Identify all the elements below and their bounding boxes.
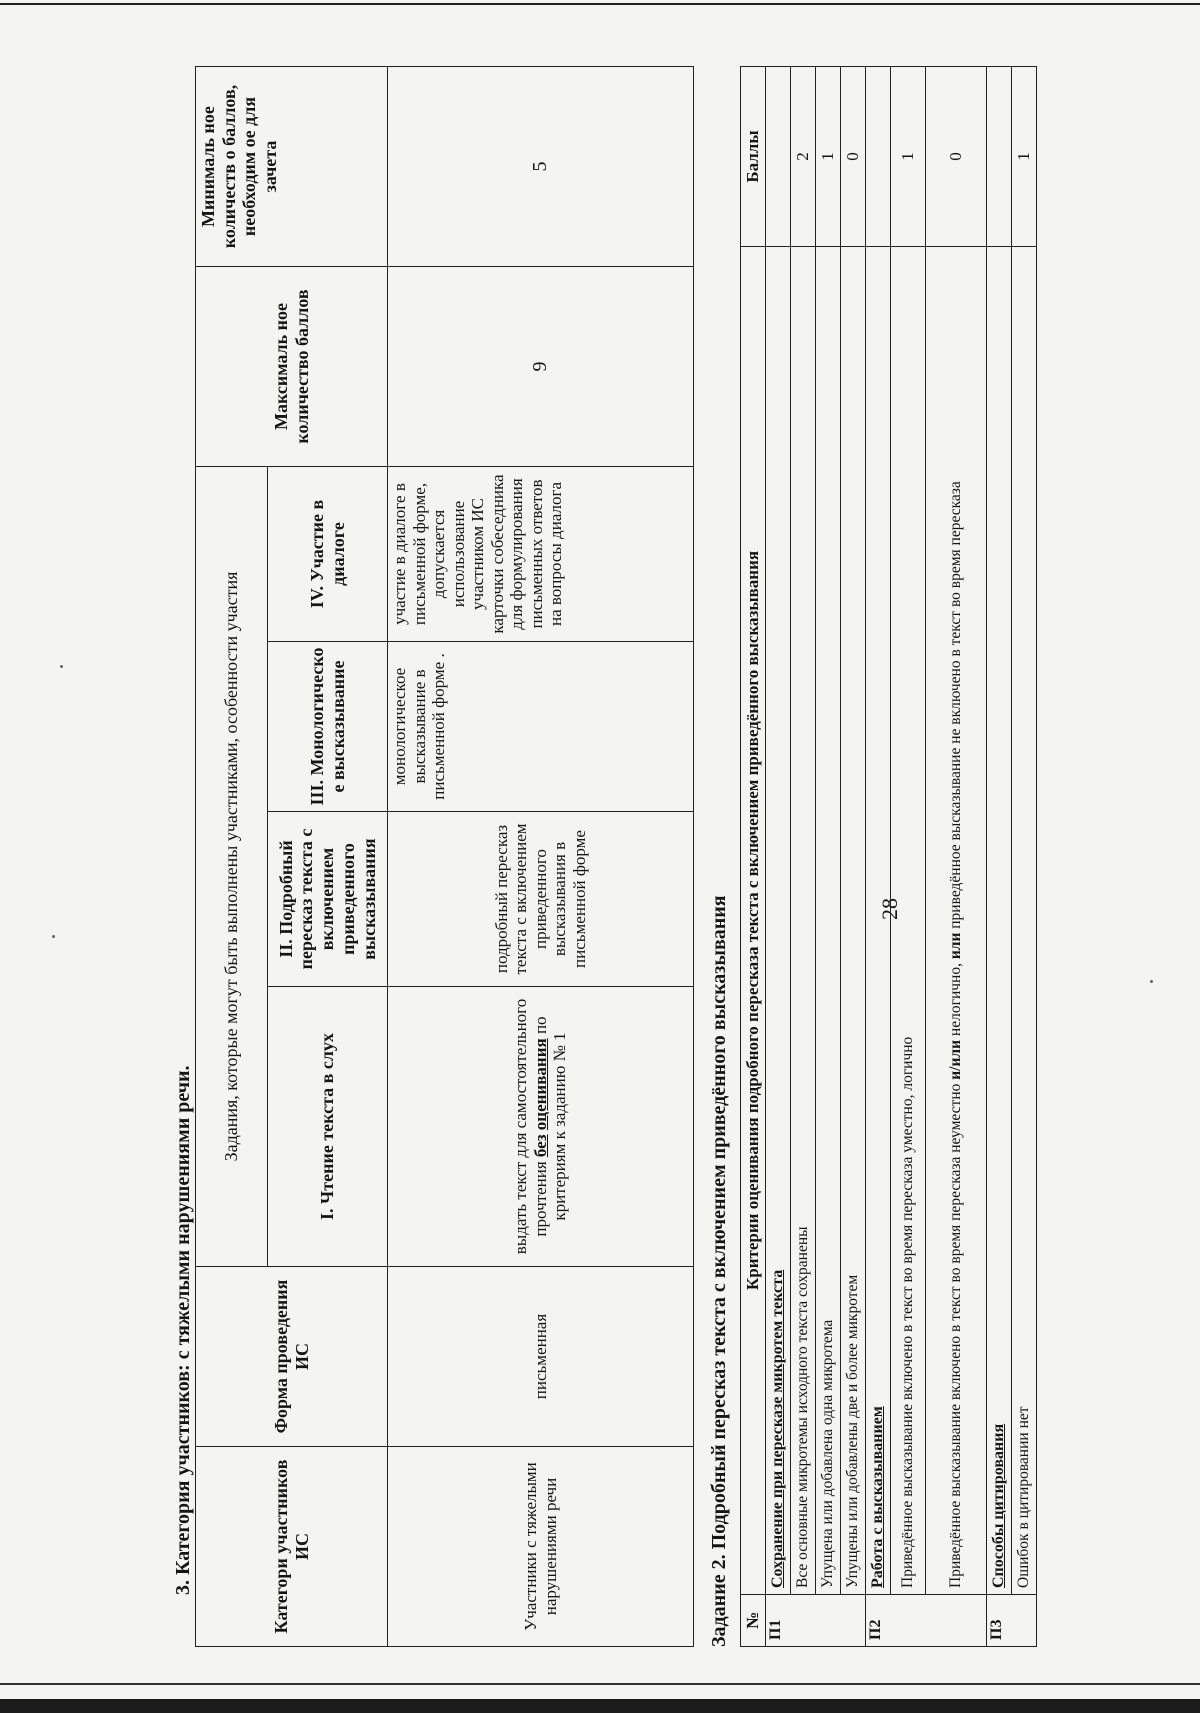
cell-task-1 [388, 987, 694, 1267]
section-heading: 3. Категория участников: с тяжелыми нарушениями речи. [172, 1065, 194, 1595]
criteria-header-num: № [741, 1595, 766, 1647]
scan-speck [1150, 980, 1153, 983]
criterion-num-p1: П1 [766, 1595, 866, 1647]
header-max-score: Максималь ное количество баллов [196, 267, 388, 467]
header-form: Форма проведения ИС [196, 1267, 388, 1447]
criterion-num-p3: П3 [987, 1595, 1037, 1647]
task-1-text-d: по критериям к заданию № 1 [530, 1016, 570, 1221]
scan-bottom-band [0, 1699, 1200, 1713]
header-task-2: II. Подробный пересказ текста с включением приведенного высказывания [268, 812, 388, 987]
criterion-item: Ошибок в цитировании нет [1012, 247, 1037, 1595]
criterion-text-b: нелогично, [947, 963, 965, 1037]
header-task-3: III. Монологическо е высказывание [268, 642, 388, 812]
criterion-text-c: приведённое высказывание не включено в текст во время пересказа [947, 481, 965, 929]
rotated-page [40, 65, 1070, 1665]
criterion-points: 1 [891, 67, 926, 247]
criterion-item: Приведённое высказывание включено в текст во время пересказа уместно, логично [891, 247, 926, 1595]
cell-min-score: 5 [388, 67, 694, 267]
page-number: 28 [877, 898, 902, 920]
criterion-points: 0 [926, 67, 987, 247]
header-tasks-group: Задания, которые могут быть выполнены участниками, особенности участия [196, 467, 268, 1267]
criteria-table [740, 66, 1037, 1647]
criterion-points: 1 [816, 67, 841, 247]
header-task-1: I. Чтение текста в слух [268, 987, 388, 1267]
scan-top-rule [0, 3, 1200, 5]
criterion-title-p3: Способы цитирования [987, 247, 1012, 1595]
category-table [195, 66, 694, 1647]
criterion-points: 1 [1012, 67, 1037, 247]
task-1-text-a: выдать текст для самостоятельного прочтения [511, 998, 550, 1255]
cell-max-score: 9 [388, 267, 694, 467]
task-heading: Задание 2. Подробный пересказ текста с включением приведённого высказывания [708, 895, 730, 1647]
criteria-header-points: Баллы [741, 67, 766, 247]
criterion-title-p2: Работа с высказыванием [866, 247, 891, 1595]
cell-form: письменная [388, 1267, 694, 1447]
criterion-item: Все основные микротемы исходного текста сохранены [791, 247, 816, 1595]
criteria-header-text: Критерии оценивания подробного пересказа текста с включением приведённого высказывания [741, 247, 766, 1595]
criterion-bold-or: или [947, 932, 965, 960]
header-task-4: IV. Участие в диалоге [268, 467, 388, 642]
criterion-item-multiline [926, 247, 987, 1595]
criterion-bold-andor: и/или [947, 1039, 965, 1080]
criterion-points: 2 [791, 67, 816, 247]
criterion-item: Упущена или добавлена одна микротема [816, 247, 841, 1595]
criterion-item: Упущены или добавлены две и более микротем [841, 247, 866, 1595]
cell-category: Участники с тяжелыми нарушениями речи [388, 1447, 694, 1647]
criterion-title-p1: Сохранение при пересказе микротем текста [766, 247, 791, 1595]
criterion-points: 0 [841, 67, 866, 247]
task-1-text-ocenivaniya: оценивания [530, 1038, 550, 1131]
cell-task-2: подробный пересказ текста с включением приведенного высказывания в письменной форме [388, 812, 694, 987]
criterion-text-a: Приведённое высказывание включено в текст во время пересказа неуместно [947, 1083, 965, 1588]
criterion-num-p2: П2 [866, 1595, 987, 1647]
task-1-text-bez: без [530, 1134, 550, 1158]
header-min-score: Минималь ное количеств о баллов, необходим ое для зачета [196, 67, 388, 267]
header-category: Категори участников ИС [196, 1447, 388, 1647]
cell-task-4: участие в диалоге в письменной форме, допускается использование участником ИС карточки собеседника для формулирования письменных ответов на вопросы диалога [388, 467, 694, 642]
scan-bottom-rule [0, 1683, 1200, 1685]
cell-task-3: монологическое высказывание в письменной форме . [388, 642, 694, 812]
